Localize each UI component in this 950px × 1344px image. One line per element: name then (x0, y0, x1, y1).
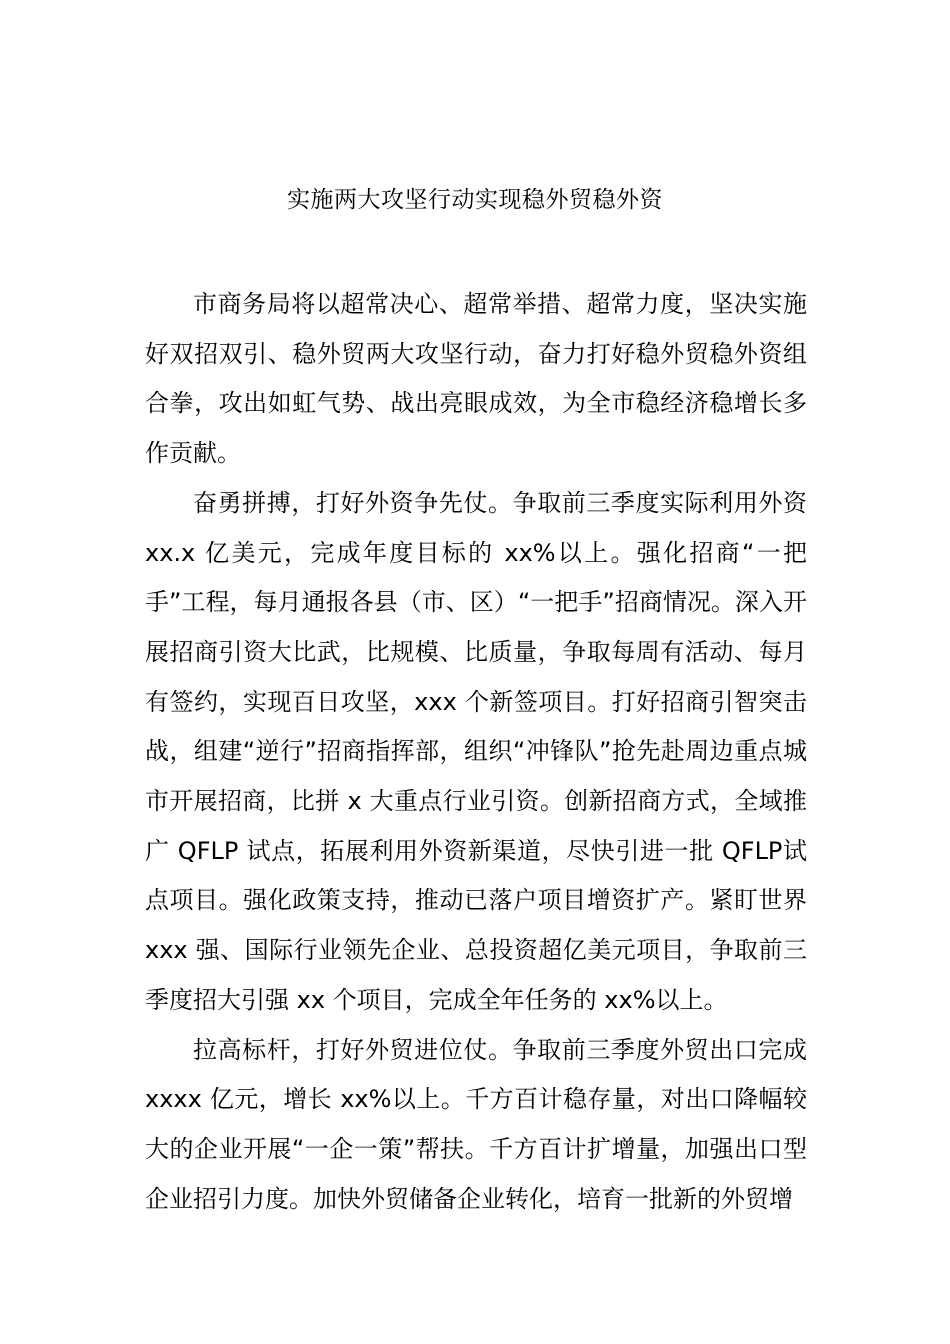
document-title: 实施两大攻坚行动实现稳外贸稳外资 (287, 187, 663, 213)
paragraph-foreign-trade: 拉高标杆，打好外贸进位仗。争取前三季度外贸出口完成xxxx 亿元，增长 xx%以上。千方百计稳存量，对出口降幅较大的企业开展“一企一策”帮扶。千方百计扩增量，加强出口型企业招引力度。加快外贸储备企业转化，培育一批新的外贸增 (145, 1035, 807, 1213)
paragraph-foreign-investment: 奋勇拼搏，打好外资争先仗。争取前三季度实际利用外资xx.x 亿美元，完成年度目标的 xx%以上。强化招商“一把手”工程，每月通报各县（市、区）“一把手”招商情况。深入开展招商引资大比武，比规模、比质量，争取每周有活动、每月有签约，实现百日攻坚，xxx 个新签项目。打好招商引智突击战，组建“逆行”招商指挥部，组织“冲锋队”抢先赴周边重点城市开展招商，比拼 x 大重点行业引资。创新招商方式，全域推广 QFLP 试点，拓展利用外资新渠道，尽快引进一批 QFLP试点项目。强化政策支持，推动已落户项目增资扩产。紧盯世界 xxx 强、国际行业领先企业、总投资超亿美元项目，争取前三季度招大引强 xx 个项目，完成全年任务的 xx%以上。 (145, 488, 807, 1014)
paragraph-intro: 市商务局将以超常决心、超常举措、超常力度，坚决实施好双招双引、稳外贸两大攻坚行动，奋力打好稳外贸稳外资组合拳，攻出如虹气势、战出亮眼成效，为全市稳经济稳增长多作贡献。 (145, 290, 807, 468)
document-body (145, 280, 807, 1224)
